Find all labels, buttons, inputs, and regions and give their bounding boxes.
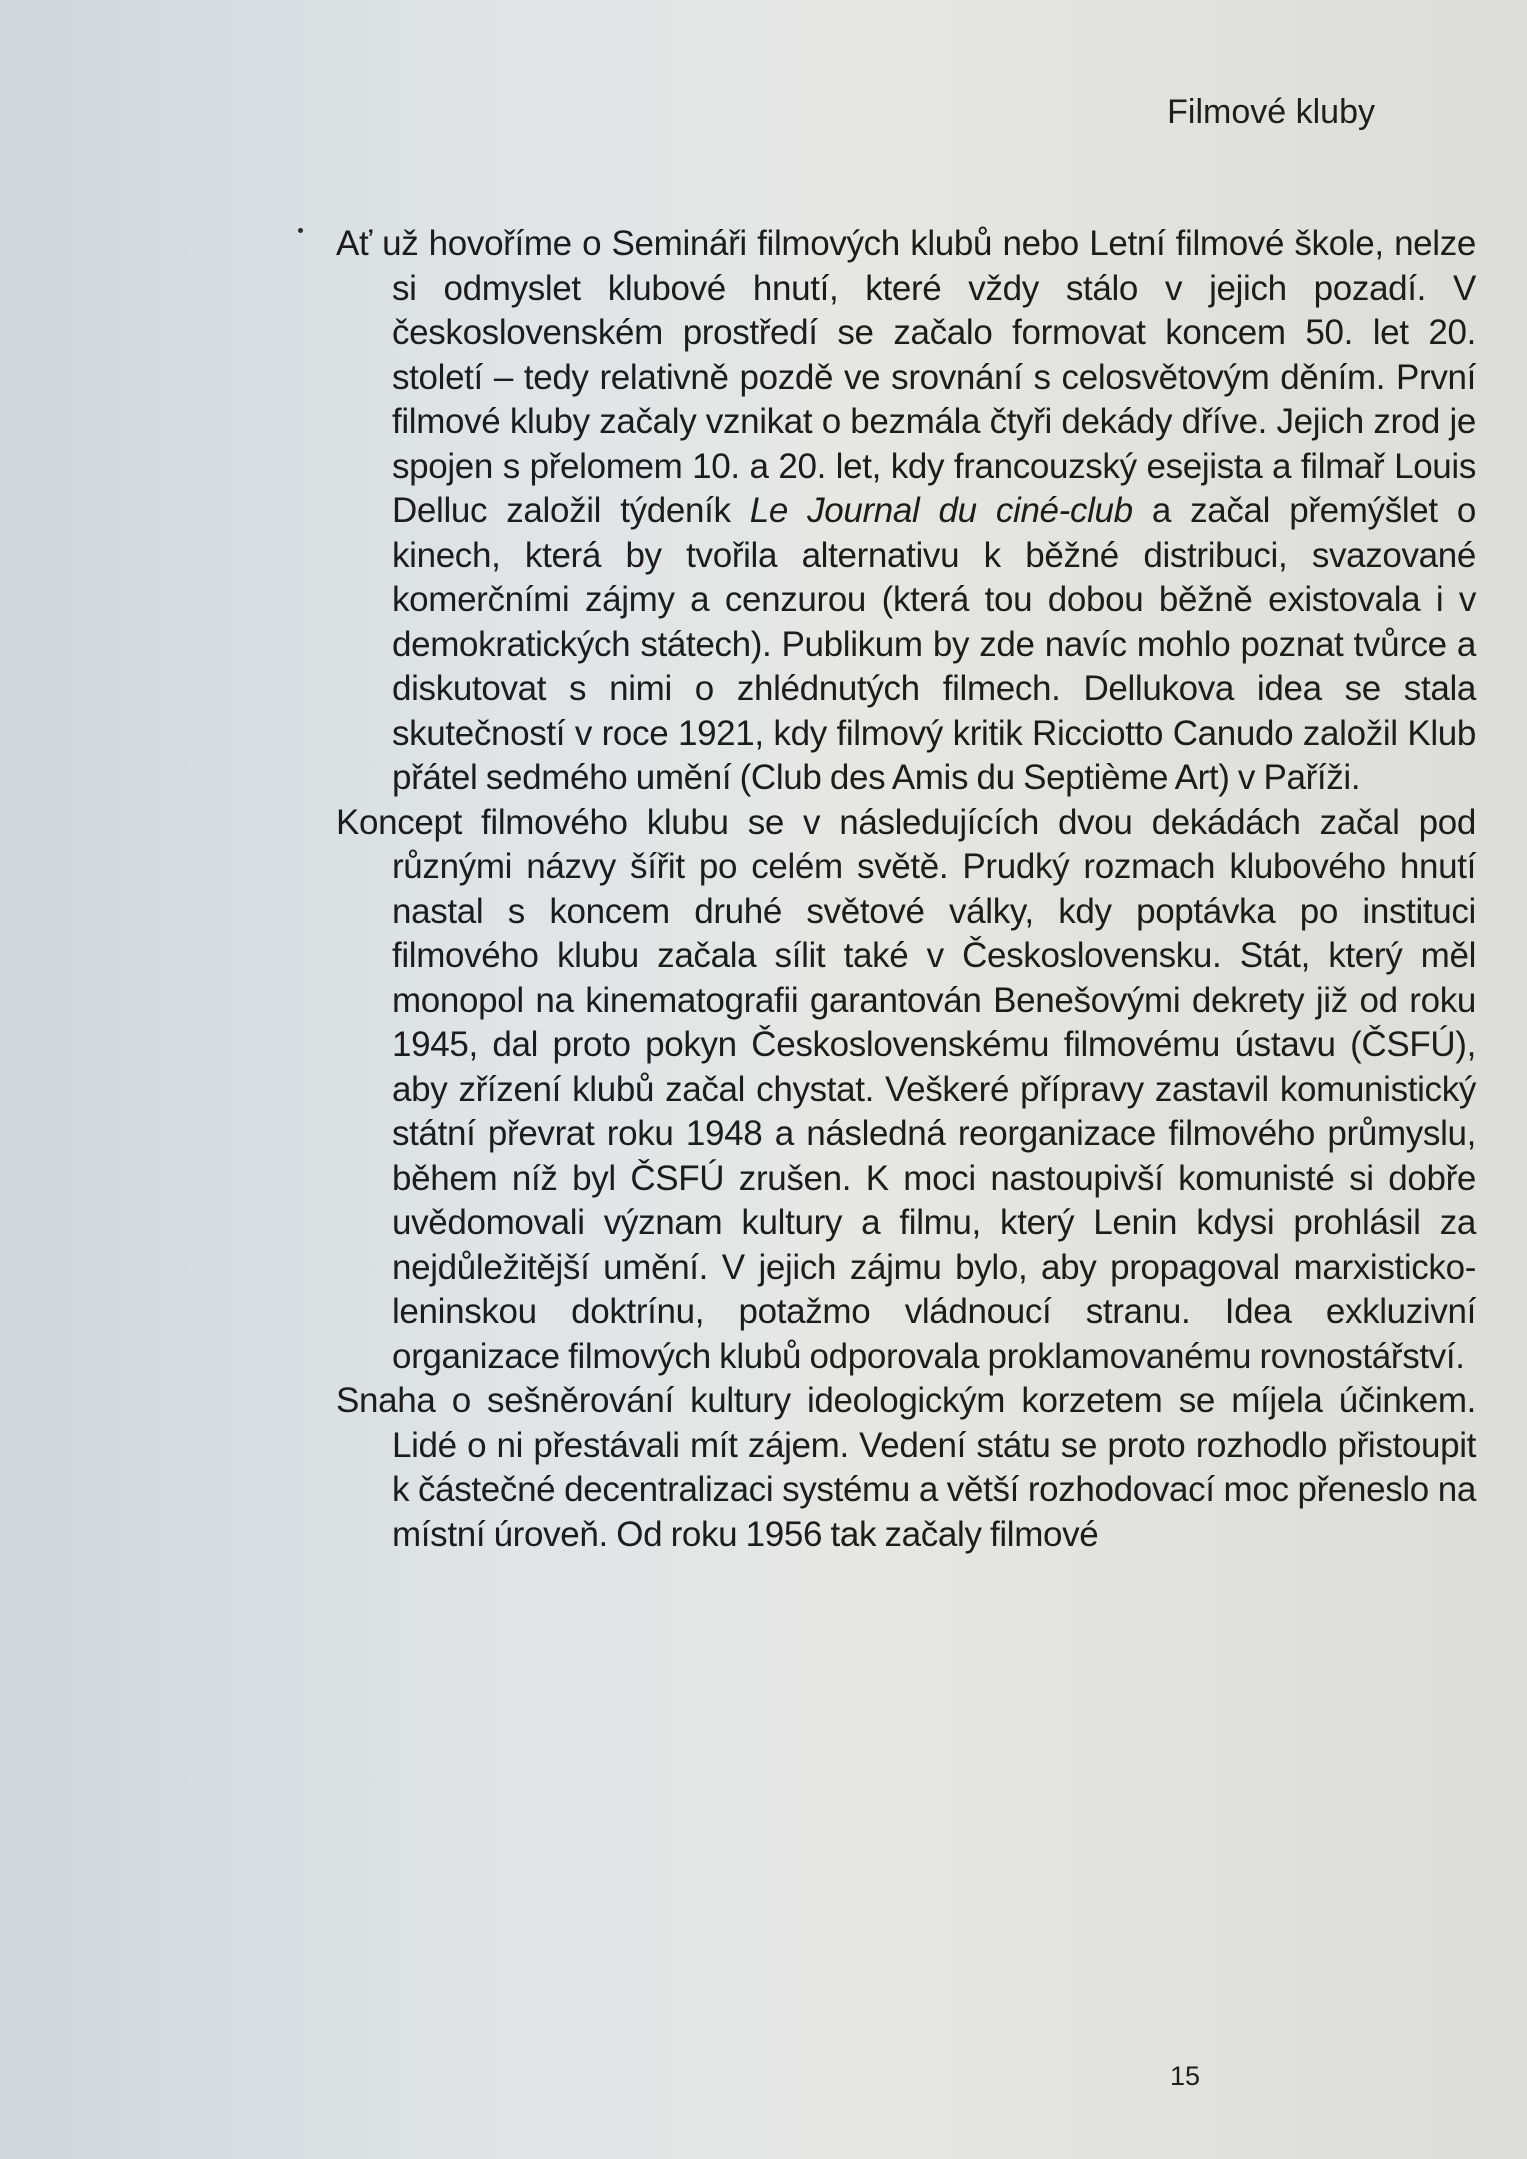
page-number: 15 (1169, 2061, 1201, 2091)
running-head: Filmové kluby (1167, 93, 1375, 131)
bullet-mark (298, 228, 303, 233)
journal-title: Le Journal du ciné-club (749, 491, 1133, 530)
paragraph-3: Snaha o sešněrování kultury ideologickým korzetem se míjela účinkem. Lidé o ni přestávali mít zájem. Vedení státu se proto rozhodlo přistoupit k částečné decentralizaci systému a větší rozhodovací moc přeneslo na místní úroveň. Od roku 1956 tak začaly filmové (336, 1381, 1476, 1554)
paragraph-1 (336, 222, 1476, 801)
paragraph-2: Koncept filmového klubu se v následujících dvou dekádách začal pod různými názvy šířit po celém světě. Prudký rozmach klubového hnutí nastal s koncem druhé světové války, kdy poptávka po instituci filmového klubu začala sílit také v Československu. Stát, který měl monopol na kinematografii garantován Benešovými dekrety již od roku 1945, dal proto pokyn Československému filmovému ústavu (ČSFÚ), aby zřízení klubů začal chystat. Veškeré přípravy zastavil komunistický státní převrat roku 1948 a následná reorganizace filmového průmyslu, během níž byl ČSFÚ zrušen. K moci nastoupivší komunisté si dobře uvědomovali význam kultury a filmu, který Lenin kdysi prohlásil za nejdůležitější umění. V jejich zájmu bylo, aby propagoval marxisticko-leninskou doktrínu, potažmo vládnoucí stranu. Idea exkluzivní organizace filmových klubů odporovala proklamovanému rovnostářství. (336, 802, 1476, 1376)
paragraph-1-text-start: Ať už hovoříme o Semináři filmových klubů nebo Letní filmové škole, nelze si odmyslet klubové hnutí, které vždy stálo v jejich pozadí. V československém prostředí se začalo formovat koncem 50. let 20. století – tedy relativně pozdě ve srovnání s celosvětovým děním. První filmové kluby začaly vznikat o bezmála čtyři dekády dříve. Jejich zrod je spojen s přelomem 10. a 20. let, kdy francouzský esejista a filmař Louis Delluc založil týdeník (336, 224, 1476, 530)
paragraph-1-text-end: a začal přemýšlet o kinech, která by tvořila alternativu k běžné distribuci, svazované komerčními zájmy a cenzurou (která tou dobou běžně existovala i v demokratických státech). Publikum by zde navíc mohlo poznat tvůrce a diskutovat s nimi o zhlédnutých filmech. Dellukova idea se stala skutečností v roce 1921, kdy filmový kritik Ricciotto Canudo založil Klub přátel sedmého umění (Club des Amis du Septième Art) v Paříži. (392, 491, 1476, 797)
body-text (336, 222, 1476, 1557)
